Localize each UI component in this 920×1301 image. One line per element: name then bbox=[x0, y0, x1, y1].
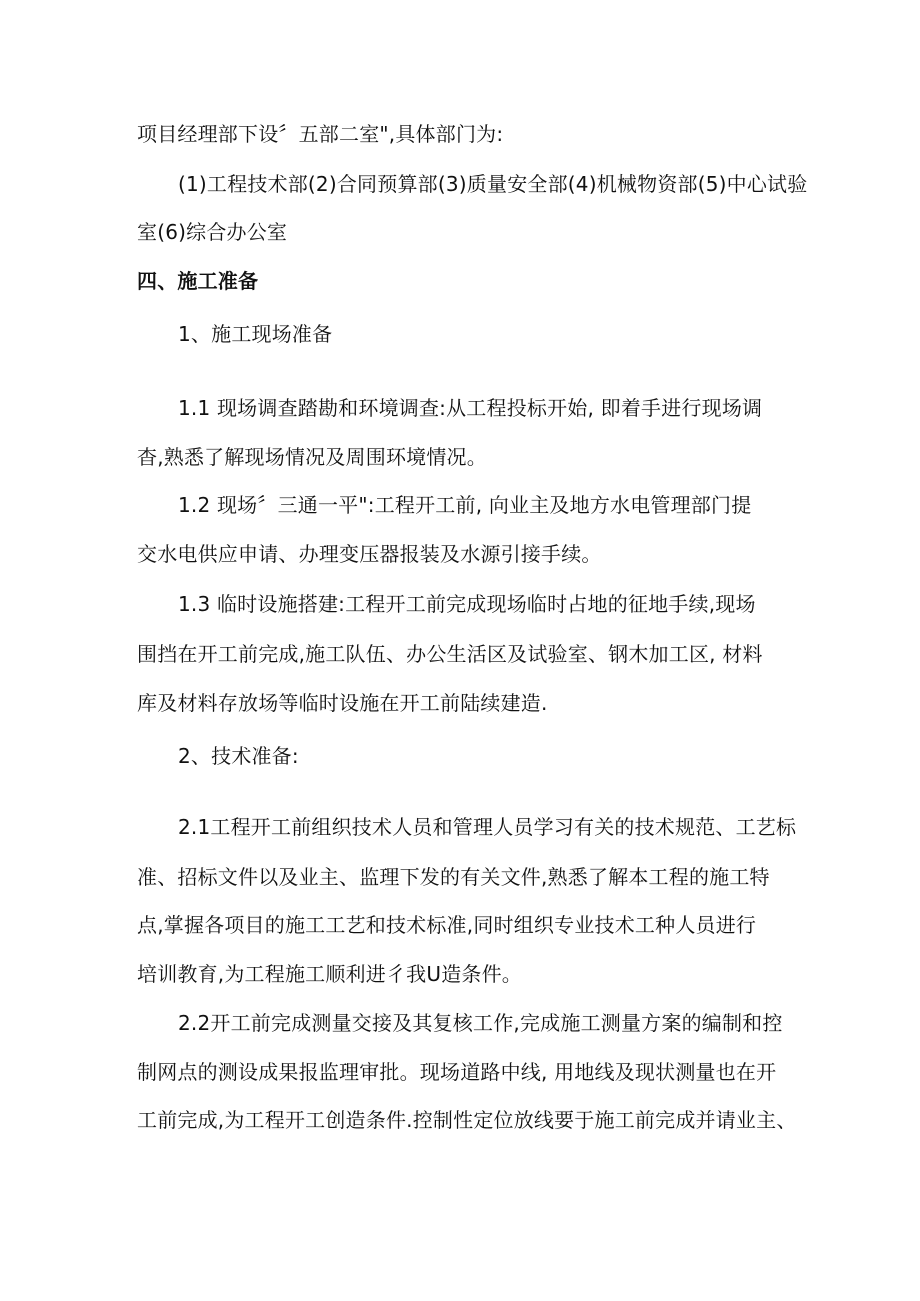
item-1-1-line-1: 1.1 现场调查踏勘和环境调查:从工程投标开始, 即着手进行现场调 bbox=[178, 396, 763, 420]
intro-text: 项目经理部下设〞五部二室",具体部门为: bbox=[137, 122, 504, 146]
item-2-2-line-3: 工前完成,为工程开工创造条件.控制性定位放线要于施工前完成并请业主、 bbox=[137, 1108, 797, 1132]
item-1-3-line-1: 1.3 临时设施搭建:工程开工前完成现场临时占地的征地手续,现场 bbox=[178, 592, 756, 616]
subsection-2-title: 2、技术准备: bbox=[178, 744, 299, 768]
item-2-2-line-1: 2.2开工前完成测量交接及其复核工作,完成施工测量方案的编制和控 bbox=[178, 1011, 783, 1035]
departments-line-2: 室(6)综合办公室 bbox=[137, 220, 288, 244]
item-2-1-line-3: 点,掌握各项目的施工工艺和技术标准,同时组织专业技术工种人员进行 bbox=[137, 913, 757, 937]
item-1-3-line-2: 围挡在开工前完成,施工队伍、办公生活区及试验室、钢木加工区, 材料 bbox=[137, 642, 763, 666]
item-2-2-line-2: 制网点的测设成果报监理审批。现场道路中线, 用地线及现状测量也在开 bbox=[137, 1060, 777, 1084]
section-heading: 四、施工准备 bbox=[137, 269, 259, 293]
subsection-1-title: 1、施工现场准备 bbox=[178, 322, 333, 346]
item-2-1-line-4: 培训教育,为工程施工顺利进彳我U造条件。 bbox=[137, 962, 522, 986]
departments-line-1: (1)工程技术部(2)合同预算部(3)质量安全部(4)机械物资部(5)中心试验 bbox=[178, 172, 808, 196]
item-2-1-line-1: 2.1工程开工前组织技术人员和管理人员学习有关的技术规范、工艺标 bbox=[178, 815, 797, 839]
item-1-3-line-3: 库及材料存放场等临时设施在开工前陆续建造. bbox=[137, 691, 548, 715]
item-1-2-line-2: 交水电供应申请、办理变压器报装及水源引接手续。 bbox=[137, 542, 602, 566]
item-1-2-line-1: 1.2 现场〞三通一平":工程开工前, 向业主及地方水电管理部门提 bbox=[178, 493, 752, 517]
item-2-1-line-2: 准、招标文件以及业主、监理下发的有关文件,熟悉了解本工程的施工特 bbox=[137, 865, 770, 889]
item-1-1-line-2: 杳,熟悉了解现场情况及周围环境情况。 bbox=[137, 445, 487, 469]
